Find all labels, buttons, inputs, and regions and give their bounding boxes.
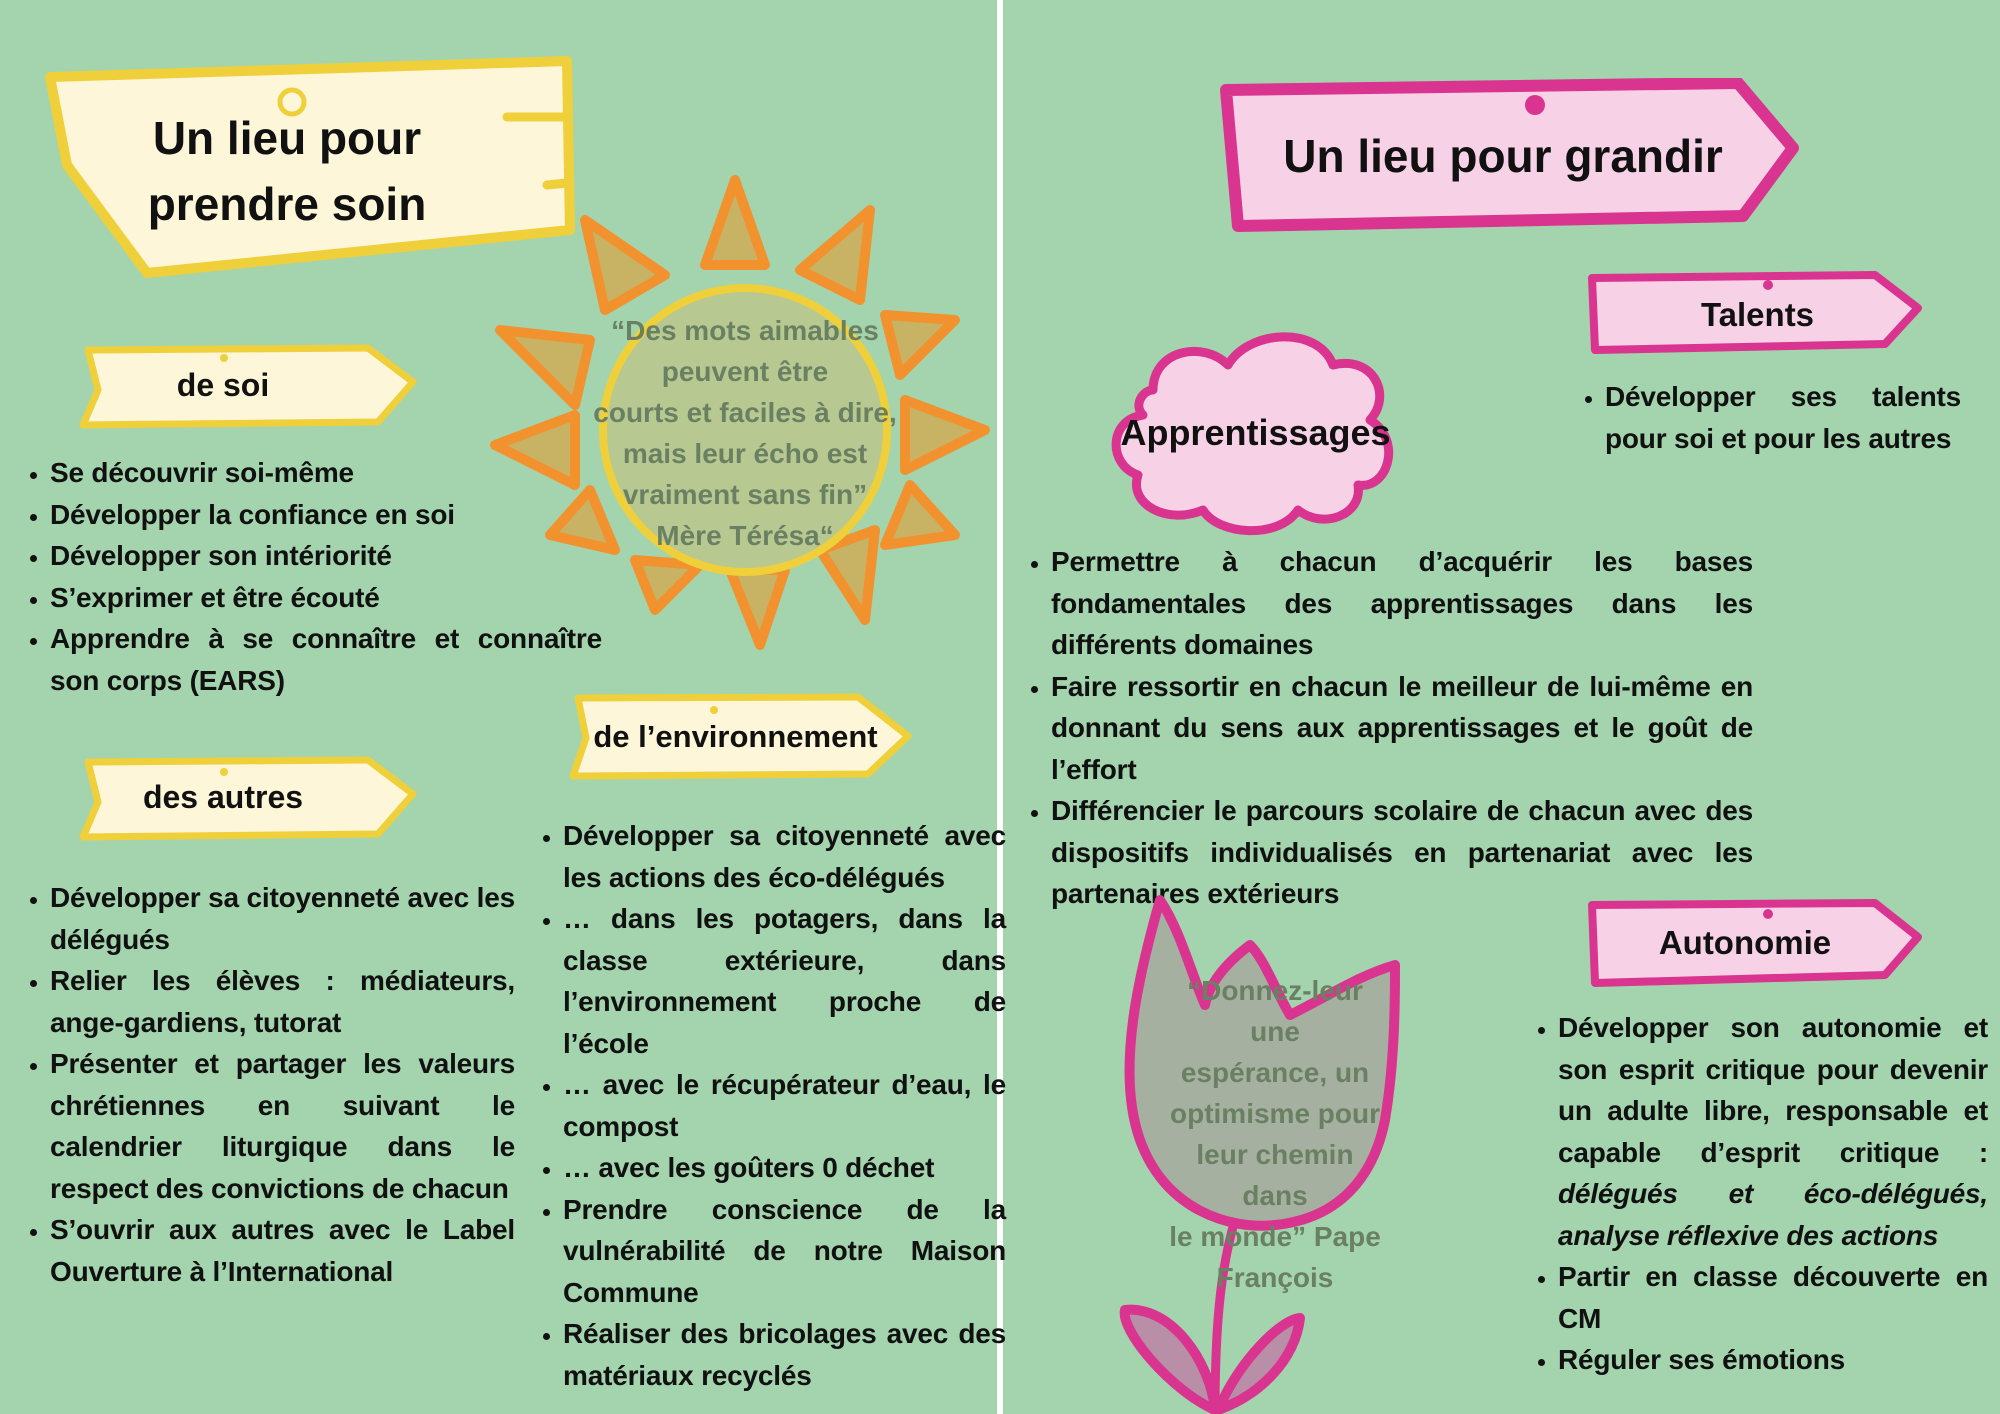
tulip-quote — [1165, 970, 1385, 1298]
tulip-quote-line: “Donnez-leur une — [1187, 975, 1363, 1047]
tulip-quote-line: le monde” Pape — [1169, 1221, 1381, 1252]
sun-quote-line: courts et faciles à dire, — [593, 397, 897, 428]
list-item: • S’ouvrir aux autres avec le Label Ouverture à l’International — [50, 1209, 515, 1292]
tulip-quote-line: François — [1216, 1262, 1334, 1293]
sign-environnement — [568, 692, 913, 782]
list-item: • Réaliser des bricolages avec des matériaux recyclés — [563, 1313, 1006, 1396]
list-item — [1558, 1007, 1988, 1256]
right-title-sign — [1218, 78, 1803, 233]
list-item: • Permettre à chacun d’acquérir les bases fondamentales des apprentissages dans les différents domaines — [1051, 541, 1753, 666]
sign-des-autres — [78, 752, 423, 842]
tulip-quote-line: optimisme pour — [1169, 1098, 1380, 1129]
list-item: • S’exprimer et être écouté — [50, 577, 602, 619]
tulip-quote-line: espérance, un — [1180, 1057, 1370, 1088]
right-title: Un lieu pour grandir — [1283, 129, 1723, 182]
sun-quote-line: Mère Térésa“ — [656, 520, 834, 551]
sun-quote-line: peuvent être — [661, 356, 829, 387]
list-item: • Se découvrir soi-même — [50, 452, 602, 494]
sign-environnement-label: de l’environnement — [593, 719, 878, 754]
list-talents — [1577, 376, 1961, 459]
sun-quote-line: “Des mots aimables — [611, 315, 879, 346]
list-item: • … avec le récupérateur d’eau, le compost — [563, 1064, 1006, 1147]
list-item: • Réguler ses émotions — [1558, 1339, 1988, 1381]
list-item: • Faire ressortir en chacun le meilleur de lui-même en donnant du sens aux apprentissages et le goût de l’effort — [1051, 666, 1753, 791]
list-item: • Différencier le parcours scolaire de chacun avec des dispositifs individualisés en partenariat avec les partenaires extérieurs — [1051, 790, 1753, 915]
autonomie-italic: délégués et éco-délégués, analyse réflexive des actions — [1558, 1178, 1988, 1251]
sign-autonomie — [1585, 895, 1925, 990]
list-item: • … dans les potagers, dans la classe extérieure, dans l’environnement proche de l’école — [563, 898, 1006, 1064]
sign-talents — [1585, 268, 1925, 358]
list-item: • Développer son intériorité — [50, 535, 602, 577]
list-item: • Développer la confiance en soi — [50, 494, 602, 536]
sun-quote-line: mais leur écho est — [622, 438, 868, 469]
sign-talents-label: Talents — [1700, 296, 1815, 333]
title-line-1: Un lieu pour — [152, 112, 422, 164]
sun-quote-line: vraiment sans fin” — [622, 479, 868, 510]
list-item: • Développer ses talents pour soi et pour les autres — [1605, 376, 1961, 459]
list-environnement — [535, 815, 1006, 1396]
list-autonomie — [1530, 1007, 1988, 1381]
sign-des-autres-label: des autres — [142, 778, 304, 815]
sign-autonomie-label: Autonomie — [1658, 923, 1832, 961]
list-des-autres — [22, 877, 515, 1292]
sign-de-soi-label: de soi — [176, 366, 270, 403]
autonomie-text: Développer son autonomie et son esprit critique pour devenir un adulte libre, responsable et capable d’esprit critique : — [1558, 1012, 1988, 1168]
tulip-illustration — [1110, 890, 1495, 1414]
sign-de-soi — [78, 340, 423, 430]
tulip-quote-line: leur chemin dans — [1196, 1139, 1354, 1211]
sun-quote — [585, 310, 905, 556]
sign-apprentissages — [1108, 325, 1403, 540]
list-item: • Développer sa citoyenneté avec les actions des éco-délégués — [563, 815, 1006, 898]
list-item: • … avec les goûters 0 déchet — [563, 1147, 1006, 1189]
list-de-soi — [22, 452, 602, 701]
list-item: • Développer sa citoyenneté avec les délégués — [50, 877, 515, 960]
title-line-2: prendre soin — [147, 178, 427, 230]
list-item: • Présenter et partager les valeurs chrétiennes en suivant le calendrier liturgique dans le respect des convictions de chacun — [50, 1043, 515, 1209]
list-item: • Apprendre à se connaître et connaître son corps (EARS) — [50, 618, 602, 701]
list-item: • Partir en classe découverte en CM — [1558, 1256, 1988, 1339]
list-item: • Relier les élèves : médiateurs, ange-gardiens, tutorat — [50, 960, 515, 1043]
list-item: • Prendre conscience de la vulnérabilité de notre Maison Commune — [563, 1189, 1006, 1314]
list-apprentissages — [1023, 541, 1753, 915]
sign-apprentissages-label: Apprentissages — [1120, 411, 1391, 453]
